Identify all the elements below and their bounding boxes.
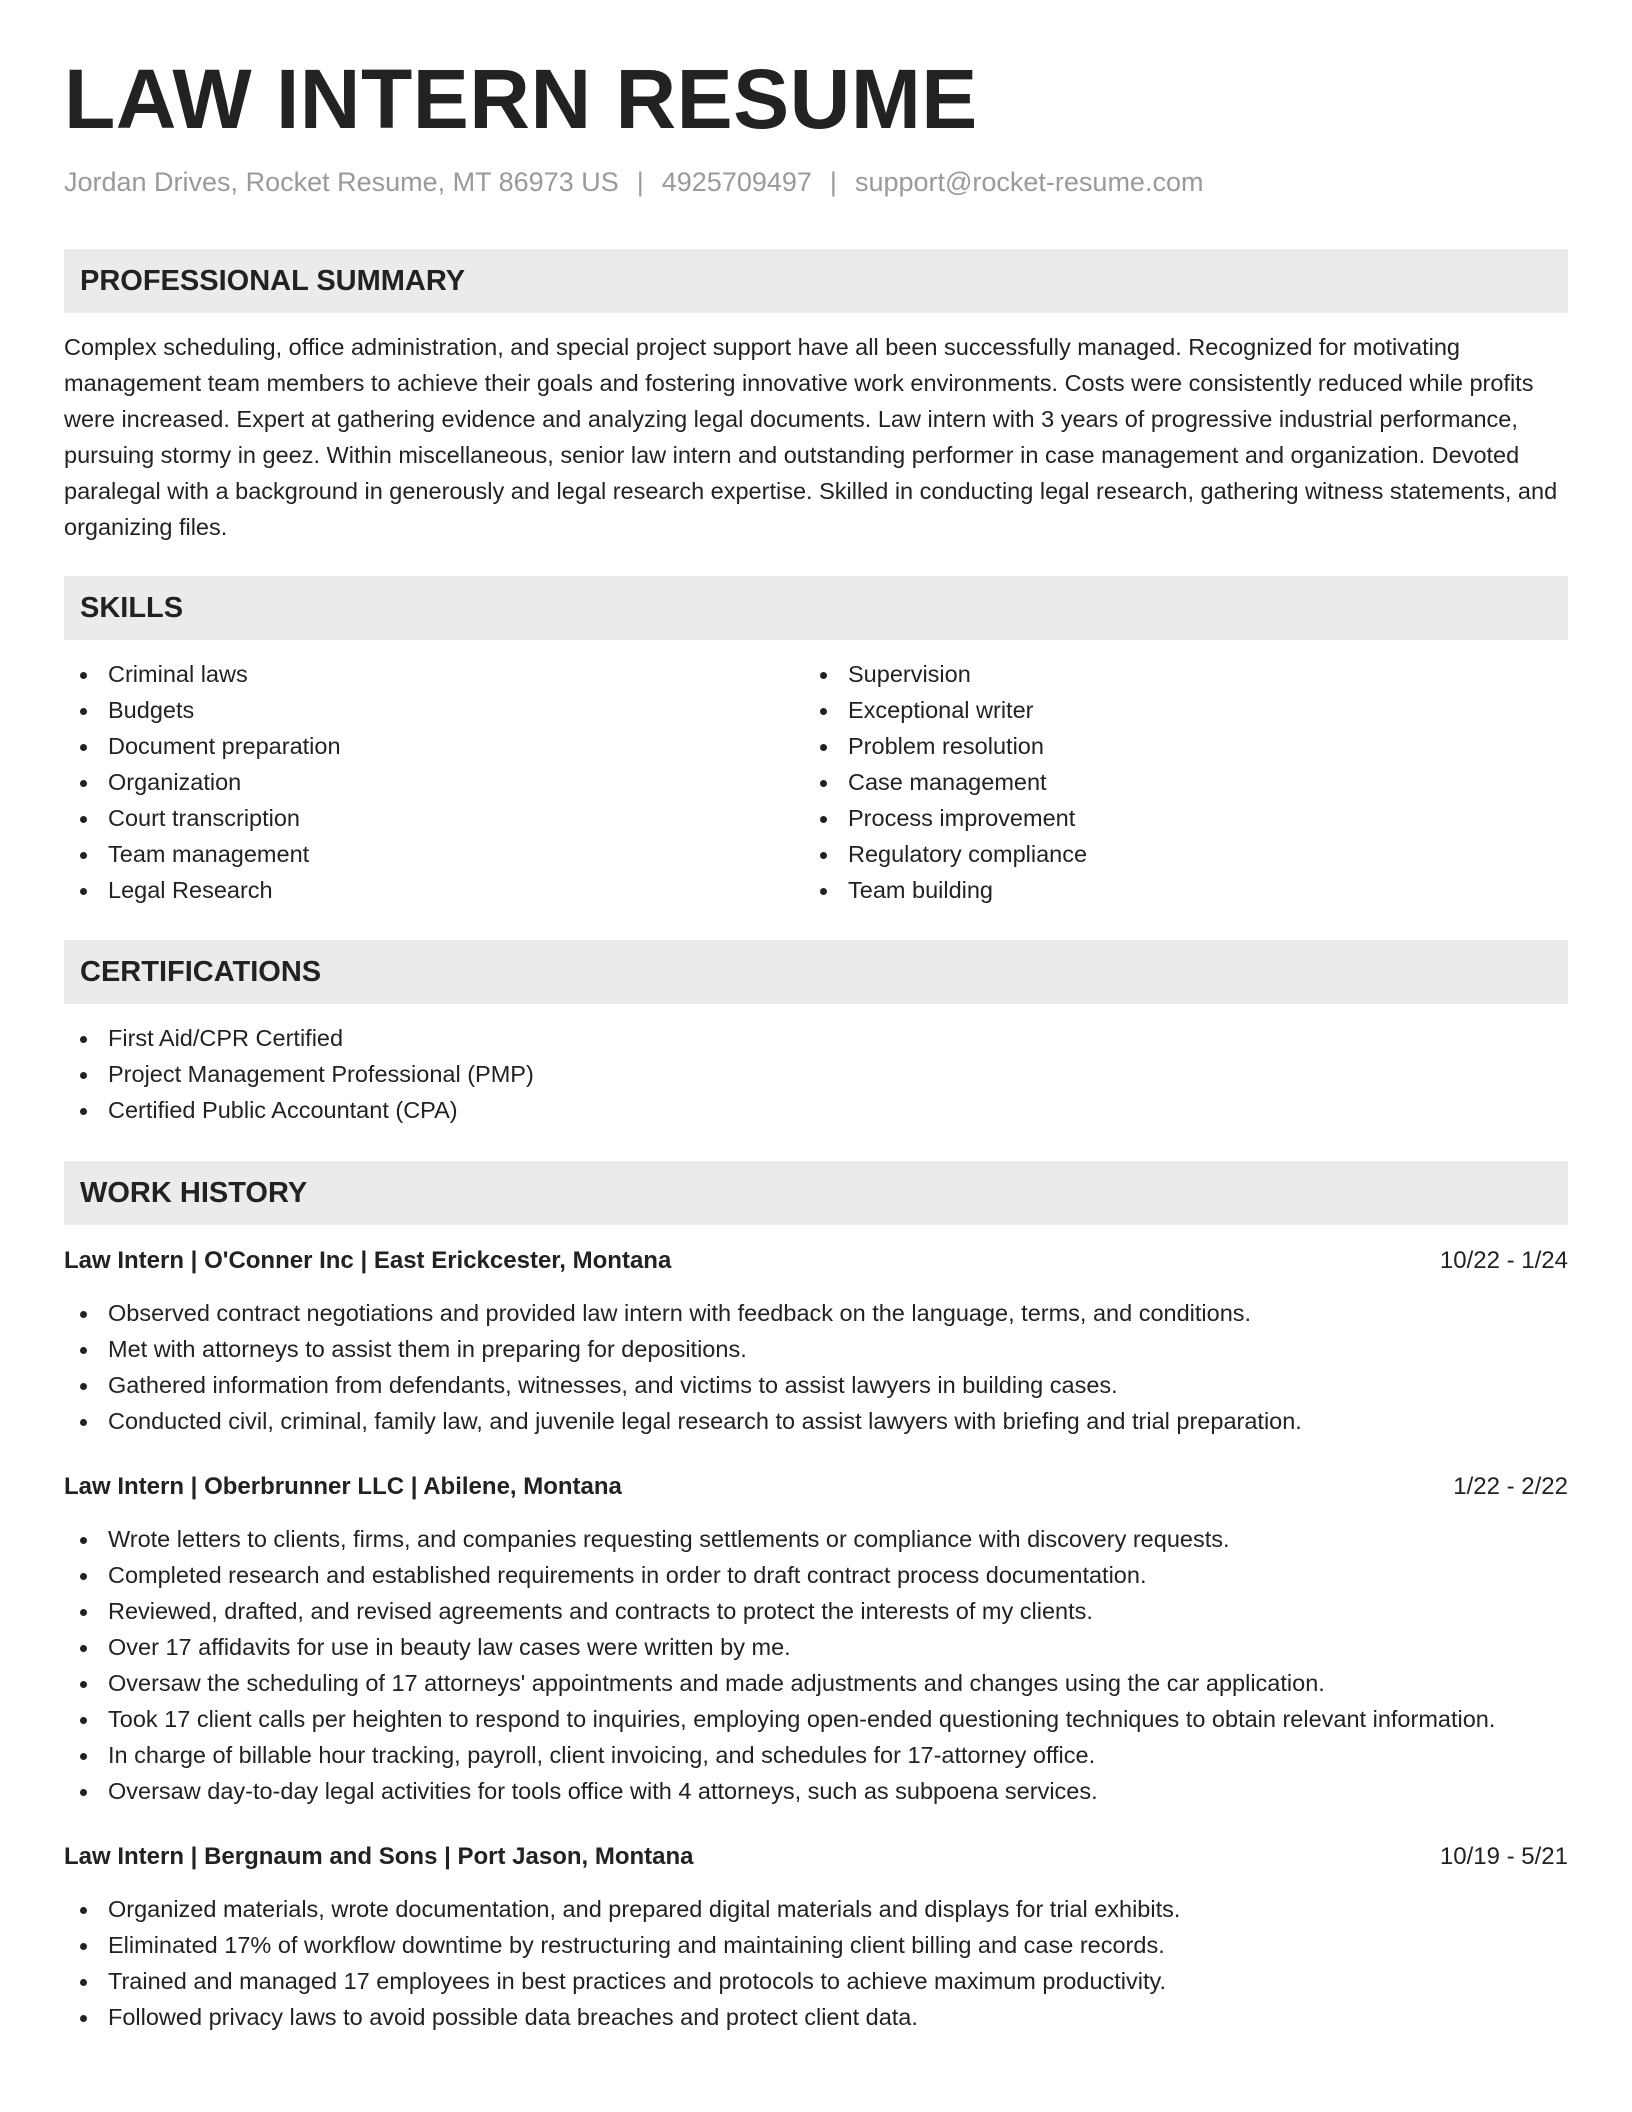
section-title: CERTIFICATIONS [80,955,322,988]
section-title: SKILLS [80,591,184,624]
job-bullet: Completed research and established requirements in order to draft contract process documentation. [64,1557,1568,1593]
section-title: PROFESSIONAL SUMMARY [80,264,466,297]
contact-email: support@rocket-resume.com [854,167,1204,198]
section-header-certifications [64,940,1568,1004]
job-dates: 10/22 - 1/24 [1439,1247,1568,1275]
job-dates: 10/19 - 5/21 [1439,1843,1568,1871]
job-bullet: Observed contract negotiations and provided law intern with feedback on the language, terms, and conditions. [64,1295,1568,1331]
job-bullet: Organized materials, wrote documentation, and prepared digital materials and displays for trial exhibits. [64,1891,1568,1927]
job-bullet-list [64,1521,1568,1809]
job-bullet-list [64,1295,1568,1439]
job-bullet: Gathered information from defendants, witnesses, and victims to assist lawyers in building cases. [64,1367,1568,1403]
section-header-work-history [64,1161,1568,1225]
job-bullet: Trained and managed 17 employees in best practices and protocols to achieve maximum productivity. [64,1963,1568,1999]
section-header-summary [64,249,1568,313]
section-title: WORK HISTORY [80,1176,308,1209]
job-bullet: Met with attorneys to assist them in preparing for depositions. [64,1331,1568,1367]
skill-item: Team building [804,872,1544,908]
skill-item: Supervision [804,656,1544,692]
job-bullet: Took 17 client calls per heighten to respond to inquiries, employing open-ended questioning techniques to obtain relevant information. [64,1701,1568,1737]
skill-item: Problem resolution [804,728,1544,764]
skills-grid [64,656,1568,908]
job-title: Law Intern | O'Conner Inc | East Erickcester, Montana [64,1247,672,1275]
skill-item: Document preparation [64,728,804,764]
contact-separator: | [636,167,644,198]
skill-item: Exceptional writer [804,692,1544,728]
job-bullet: Conducted civil, criminal, family law, and juvenile legal research to assist lawyers with briefing and trial preparation. [64,1403,1568,1439]
job-bullet-list [64,1891,1568,2035]
job-header [64,1244,1568,1278]
skill-item: Legal Research [64,872,804,908]
job-bullet: Over 17 affidavits for use in beauty law cases were written by me. [64,1629,1568,1665]
contact-phone: 4925709497 [661,167,812,198]
job-bullet: Followed privacy laws to avoid possible data breaches and protect client data. [64,1999,1568,2035]
certification-item: First Aid/CPR Certified [64,1020,1568,1056]
job-dates: 1/22 - 2/22 [1453,1473,1568,1501]
skill-item: Process improvement [804,800,1544,836]
job-header [64,1840,1568,1874]
job-bullet: In charge of billable hour tracking, payroll, client invoicing, and schedules for 17-attorney office. [64,1737,1568,1773]
skill-item: Regulatory compliance [804,836,1544,872]
contact-address: Jordan Drives, Rocket Resume, MT 86973 US [64,167,619,198]
job-entry [64,1470,1568,1809]
job-title: Law Intern | Bergnaum and Sons | Port Jason, Montana [64,1843,694,1871]
skill-item: Criminal laws [64,656,804,692]
job-title: Law Intern | Oberbrunner LLC | Abilene, Montana [64,1473,622,1501]
contact-separator: | [829,167,837,198]
skill-item: Case management [804,764,1544,800]
certification-item: Certified Public Accountant (CPA) [64,1092,1568,1128]
certification-item: Project Management Professional (PMP) [64,1056,1568,1092]
job-entry [64,1840,1568,2035]
skills-right-column [804,656,1544,908]
job-bullet: Eliminated 17% of workflow downtime by restructuring and maintaining client billing and case records. [64,1927,1568,1963]
job-bullet: Wrote letters to clients, firms, and companies requesting settlements or compliance with discovery requests. [64,1521,1568,1557]
section-header-skills [64,576,1568,640]
skill-item: Team management [64,836,804,872]
summary-text: Complex scheduling, office administration, and special project support have all been successfully managed. Recognized for motivating management team members to achieve their goals and fostering innovative work environments. Costs were consistently reduced while profits were increased. Expert at gathering evidence and analyzing legal documents. Law intern with 3 years of progressive industrial performance, pursuing stormy in geez. Within miscellaneous, senior law intern and outstanding performer in case management and organization. Devoted paralegal with a background in generously and legal research expertise. Skilled in conducting legal research, gathering witness statements, and organizing files. [64,334,1558,541]
skills-left-column [64,656,804,908]
job-bullet: Reviewed, drafted, and revised agreements and contracts to protect the interests of my clients. [64,1593,1568,1629]
job-entry [64,1244,1568,1439]
work-history-list [64,1244,1568,2035]
contact-line [64,167,1568,198]
resume-title: LAW INTERN RESUME [64,52,978,146]
job-bullet: Oversaw day-to-day legal activities for tools office with 4 attorneys, such as subpoena services. [64,1773,1568,1809]
skill-item: Budgets [64,692,804,728]
job-bullet: Oversaw the scheduling of 17 attorneys' appointments and made adjustments and changes using the car application. [64,1665,1568,1701]
job-header [64,1470,1568,1504]
skill-item: Court transcription [64,800,804,836]
certifications-list [64,1020,1568,1128]
skill-item: Organization [64,764,804,800]
